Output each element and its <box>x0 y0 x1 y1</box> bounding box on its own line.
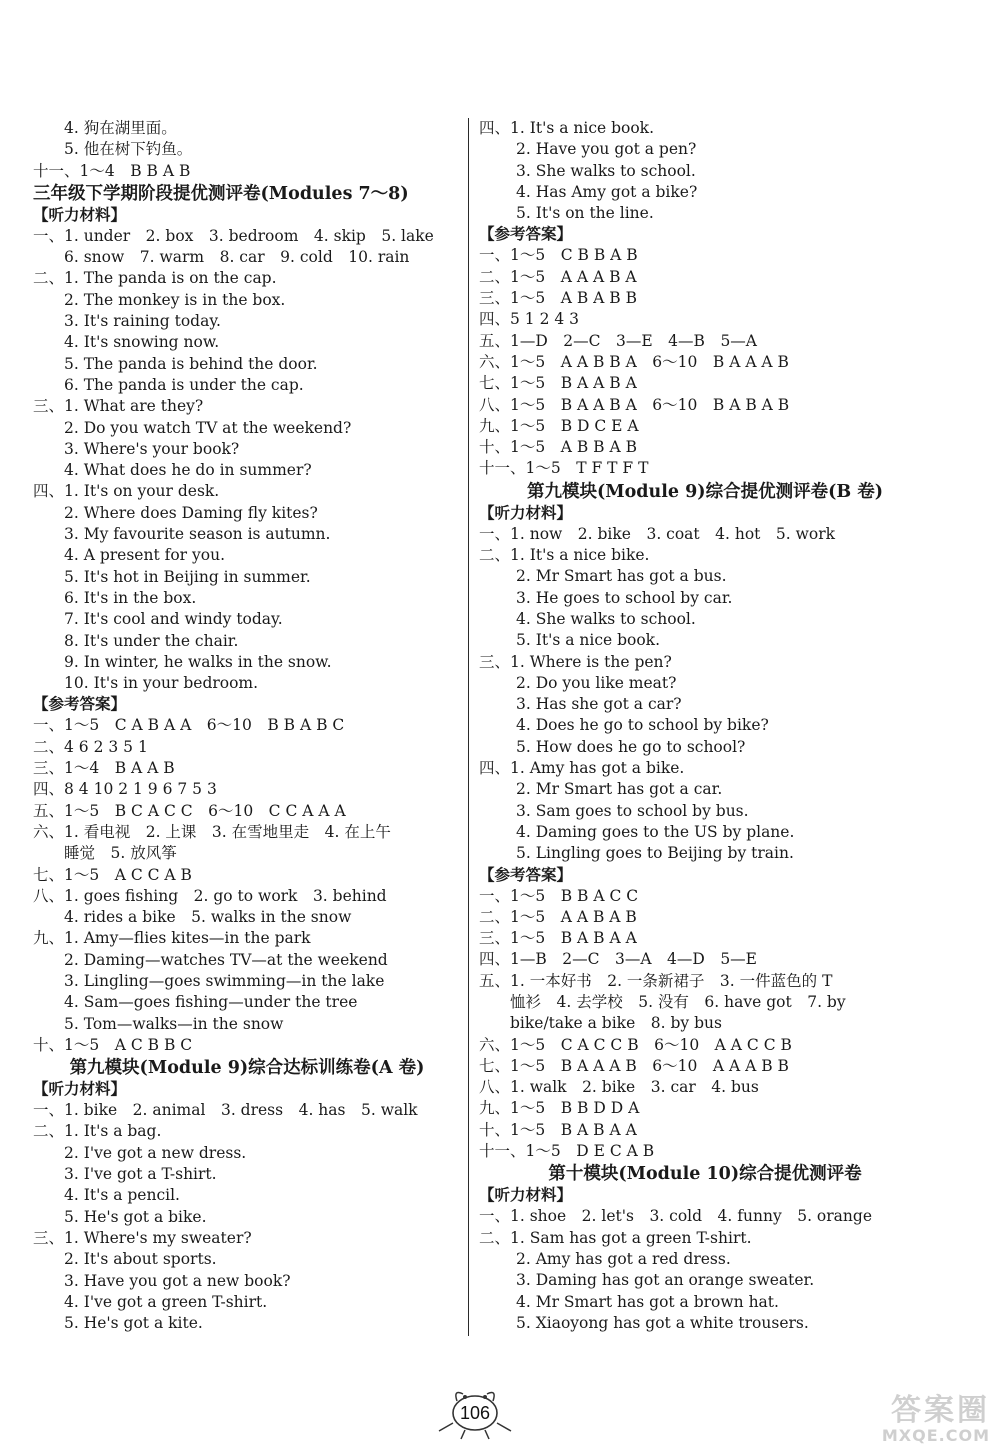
answer-line: 七、1～5 A C C A B <box>33 865 192 884</box>
answer-line: 恤衫 4. 去学校 5. 没有 6. have got 7. by <box>510 992 846 1011</box>
answer-line: 一、1. under 2. box 3. bedroom 4. skip 5. lake <box>33 226 434 245</box>
answer-line: 7. It's cool and windy today. <box>64 610 283 629</box>
answer-line: 9. In winter, he walks in the snow. <box>64 652 332 671</box>
answer-line: 8. It's under the chair. <box>64 631 239 650</box>
answer-line: 十、1～5 A C B B C <box>33 1035 193 1054</box>
answer-line: 2. Where does Daming fly kites? <box>64 503 318 522</box>
answer-line: 4. Sam—goes fishing—under the tree <box>64 993 358 1012</box>
section-label: 【听力材料】 <box>33 205 127 224</box>
answer-line: 七、1～5 B A A A B 6～10 A A A B B <box>479 1056 789 1075</box>
answer-line: 4. Daming goes to the US by plane. <box>516 822 795 841</box>
answer-line: 三、1. What are they? <box>33 397 204 416</box>
answer-line: 4. Has Amy got a bike? <box>516 182 698 201</box>
answer-line: 八、1～5 B A A B A 6～10 B A B A B <box>479 395 790 414</box>
answer-line: 3. It's raining today. <box>64 312 221 331</box>
answer-line: 一、1～5 C B B A B <box>479 246 638 265</box>
answer-line: 五、1. 一本好书 2. 一条新裙子 3. 一件蓝色的 T <box>479 971 833 990</box>
answer-line: 一、1～5 C A B A A 6～10 B B A B C <box>33 716 345 735</box>
answer-line: 睡觉 5. 放风筝 <box>64 844 177 863</box>
answer-line: 3. My favourite season is autumn. <box>64 525 331 544</box>
section-title: 第九模块(Module 9)综合提优测评卷(B 卷) <box>526 481 884 502</box>
column-divider <box>468 118 469 1336</box>
section-title: 三年级下学期阶段提优测评卷(Modules 7～8) <box>33 183 409 204</box>
answer-line: 5. He's got a kite. <box>64 1314 203 1333</box>
answer-line: 3. I've got a T-shirt. <box>64 1165 217 1184</box>
answer-line: 二、1～5 A A B A B <box>479 907 637 926</box>
answer-line: 三、1. Where's my sweater? <box>33 1228 252 1247</box>
watermark-logo: 答案圈 <box>891 1393 990 1428</box>
answer-line: 一、1. shoe 2. let's 3. cold 4. funny 5. orange <box>479 1207 872 1226</box>
answer-line: 2. Do you watch TV at the weekend? <box>64 418 352 437</box>
answer-line: 10. It's in your bedroom. <box>64 674 259 693</box>
answer-line: 十一、1～5 T F T F T <box>479 459 649 478</box>
answer-line: 2. It's about sports. <box>64 1250 217 1269</box>
answer-line: 4. Mr Smart has got a brown hat. <box>516 1292 779 1311</box>
answer-line: 6. It's in the box. <box>64 588 197 607</box>
answer-line: 四、1. It's a nice book. <box>479 119 655 137</box>
answer-line: 六、1～5 C A C C B 6～10 A A C C B <box>479 1035 792 1054</box>
answer-line: 2. I've got a new dress. <box>64 1143 247 1162</box>
section-title: 第九模块(Module 9)综合达标训练卷(A 卷) <box>69 1058 425 1079</box>
answer-line: 5. He's got a bike. <box>64 1207 207 1226</box>
answer-line: 3. She walks to school. <box>516 161 696 180</box>
answer-line: 5. Xiaoyong has got a white trousers. <box>516 1313 809 1332</box>
answer-line: 三、1～4 B A A B <box>33 759 175 778</box>
answer-line: 5. How does he go to school? <box>516 737 746 756</box>
answer-line: 4. It's a pencil. <box>64 1186 180 1205</box>
answer-line: 4. 狗在湖里面。 <box>64 119 177 137</box>
answer-line: 2. The monkey is in the box. <box>64 290 286 309</box>
section-label: 【听力材料】 <box>479 1186 573 1205</box>
answer-line: 三、1. Where is the pen? <box>479 652 672 671</box>
answer-line: 5. It's hot in Beijing in summer. <box>64 567 311 586</box>
watermark <box>818 1395 990 1447</box>
answer-line: 九、1～5 B D C E A <box>479 416 639 435</box>
answer-line: 4. I've got a green T-shirt. <box>64 1292 268 1311</box>
answer-line: 3. Has she got a car? <box>516 695 682 714</box>
answer-line: 5. It's on the line. <box>516 204 654 223</box>
answer-line: 五、1—D 2—C 3—E 4—B 5—A <box>479 331 757 350</box>
answer-line: 一、1～5 B B A C C <box>479 886 639 905</box>
answer-line: 四、8 4 10 2 1 9 6 7 5 3 <box>33 780 217 799</box>
answer-line: bike/take a bike 8. by bus <box>510 1014 722 1033</box>
answer-line: 一、1. now 2. bike 3. coat 4. hot 5. work <box>479 524 836 543</box>
answer-line: 4. A present for you. <box>64 546 226 565</box>
section-label: 【听力材料】 <box>33 1080 127 1099</box>
answer-line: 3. He goes to school by car. <box>516 588 733 607</box>
page-number: 106 <box>459 1403 491 1423</box>
answer-line: 3. Sam goes to school by bus. <box>516 801 749 820</box>
answer-line: 3. Have you got a new book? <box>64 1271 291 1290</box>
answer-line: 3. Where's your book? <box>64 439 240 458</box>
answer-line: 4. rides a bike 5. walks in the snow <box>64 908 352 927</box>
section-title: 第十模块(Module 10)综合提优测评卷 <box>548 1164 862 1185</box>
left-column <box>33 118 461 1334</box>
section-label: 【参考答案】 <box>33 695 127 714</box>
answer-line: 十一、1～5 D E C A B <box>479 1142 655 1161</box>
answer-line: 6. snow 7. warm 8. car 9. cold 10. rain <box>64 248 410 267</box>
answer-line: 4. It's snowing now. <box>64 333 220 352</box>
answer-line: 十一、1～4 B B A B <box>33 161 191 180</box>
answer-line: 4. What does he do in summer? <box>64 461 312 480</box>
answer-line: 3. Daming has got an orange sweater. <box>516 1271 815 1290</box>
section-label: 【参考答案】 <box>479 865 573 884</box>
answer-line: 二、1. The panda is on the cap. <box>33 269 277 288</box>
answer-line: 九、1. Amy—flies kites—in the park <box>33 929 311 948</box>
answer-line: 十、1～5 A B B A B <box>479 438 637 457</box>
answer-line: 四、1. Amy has got a bike. <box>479 759 685 778</box>
answer-line: 二、1. It's a bag. <box>33 1122 162 1141</box>
answer-line: 八、1. goes fishing 2. go to work 3. behind <box>33 886 387 905</box>
answer-line: 2. Do you like meat? <box>516 673 677 692</box>
answer-line: 5. 他在树下钓鱼。 <box>64 140 193 159</box>
answer-line: 二、1. It's a nice bike. <box>479 546 650 565</box>
answer-line: 2. Have you got a pen? <box>516 140 697 159</box>
answer-line: 六、1. 看电视 2. 上课 3. 在雪地里走 4. 在上午 <box>33 822 391 841</box>
answer-line: 5. Tom—walks—in the snow <box>64 1014 284 1033</box>
answer-line: 5. It's a nice book. <box>516 631 661 650</box>
answer-line: 2. Mr Smart has got a bus. <box>516 567 727 586</box>
answer-line: 6. The panda is under the cap. <box>64 375 304 394</box>
section-label: 【听力材料】 <box>479 503 573 522</box>
answer-line: 十、1～5 B A B A A <box>479 1120 637 1139</box>
answer-line: 三、1～5 B A B A A <box>479 929 637 948</box>
answer-line: 4. She walks to school. <box>516 609 696 628</box>
answer-line: 六、1～5 A A B B A 6～10 B A A A B <box>479 352 789 371</box>
answer-line: 四、1—B 2—C 3—A 4—D 5—E <box>479 950 757 969</box>
answer-line: 八、1. walk 2. bike 3. car 4. bus <box>479 1078 759 1097</box>
answer-line: 七、1～5 B A A B A <box>479 374 637 393</box>
answer-line: 五、1～5 B C A C C 6～10 C C A A A <box>33 801 346 820</box>
answer-line: 3. Lingling—goes swimming—in the lake <box>64 971 385 990</box>
answer-line: 4. Does he go to school by bike? <box>516 716 769 735</box>
answer-line: 5. Lingling goes to Beijing by train. <box>516 844 794 863</box>
answer-line: 四、5 1 2 4 3 <box>479 310 580 329</box>
section-label: 【参考答案】 <box>479 225 573 244</box>
answer-line: 5. The panda is behind the door. <box>64 354 318 373</box>
answer-line: 2. Daming—watches TV—at the weekend <box>64 950 388 969</box>
answer-line: 2. Amy has got a red dress. <box>516 1249 731 1268</box>
answer-line: 四、1. It's on your desk. <box>33 482 220 501</box>
answer-line: 二、4 6 2 3 5 1 <box>33 737 148 756</box>
answer-line: 二、1～5 A A A B A <box>479 267 637 286</box>
answer-line: 三、1～5 A B A B B <box>479 289 637 308</box>
answer-line: 九、1～5 B B D D A <box>479 1099 640 1118</box>
right-column <box>479 118 931 1334</box>
answer-line: 2. Mr Smart has got a car. <box>516 780 723 799</box>
answer-line: 二、1. Sam has got a green T-shirt. <box>479 1228 752 1247</box>
answer-line: 一、1. bike 2. animal 3. dress 4. has 5. walk <box>33 1101 418 1120</box>
watermark-url: MXQE.COM <box>881 1426 990 1445</box>
